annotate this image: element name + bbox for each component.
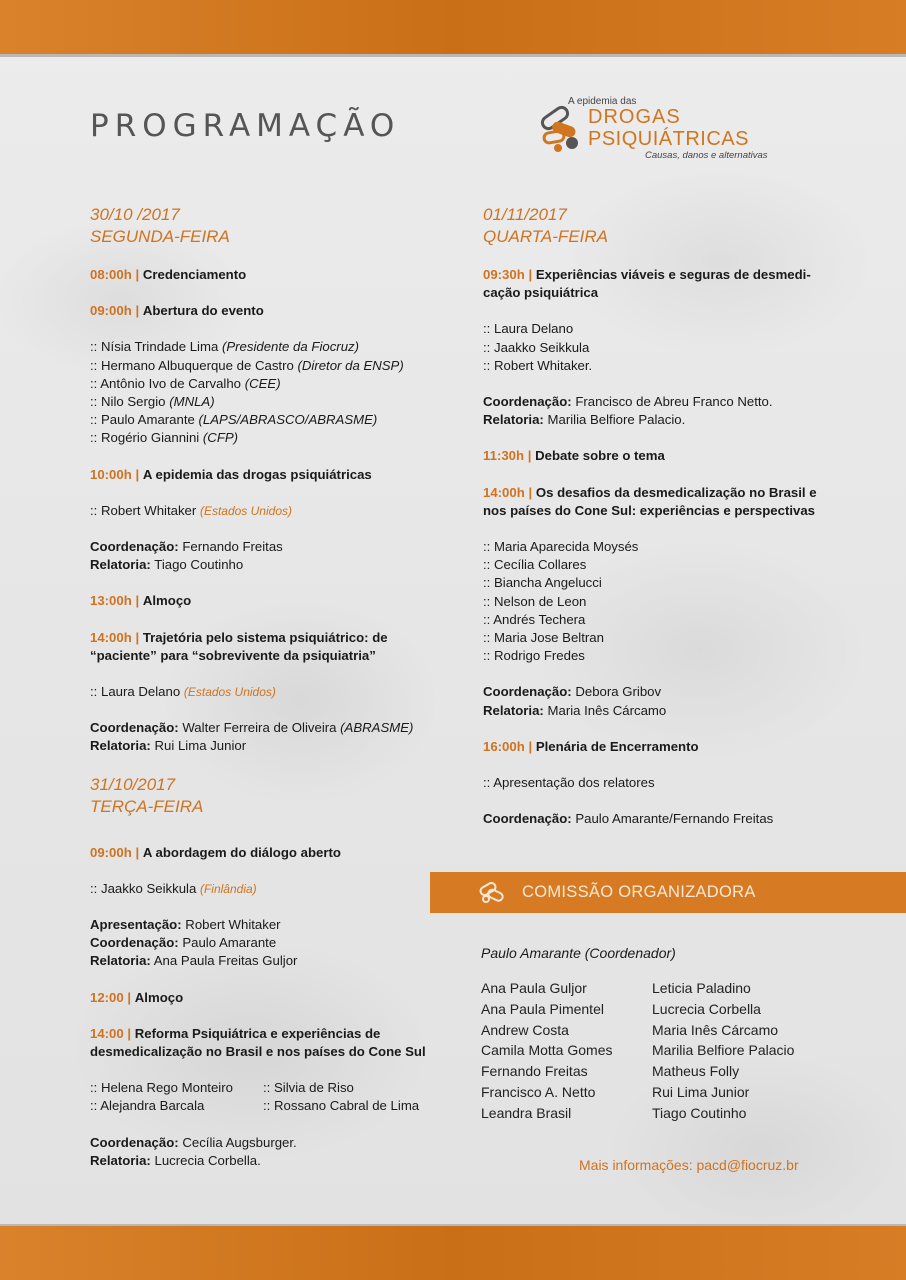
speaker: :: Maria Aparecida Moysés [483,539,639,555]
coordination-line: Coordenação: Francisco de Abreu Franco Netto. [483,394,773,410]
speaker: :: Helena Rego Monteiro [90,1080,233,1096]
member-name: Ana Paula Pimentel [481,1000,604,1017]
logo-subtitle: Causas, danos e alternativas [645,150,768,161]
event-time: 09:00h [90,844,132,860]
speaker: :: Paulo Amarante (LAPS/ABRASCO/ABRASME) [90,412,378,428]
member-name: Fernando Freitas [481,1063,588,1080]
event-time: 12:00 [90,989,124,1005]
event-time: 13:00h [90,593,132,609]
event-item: 09:00h | A abordagem do diálogo aberto [90,844,341,860]
event-title: Credenciamento [142,267,247,282]
speaker: :: Nísia Trindade Lima (Presidente da Fiocruz) [90,339,360,355]
coordination-line: Coordenação: Paulo Amarante [90,935,277,951]
speaker: :: Andrés Techera [483,611,586,627]
member-name: Rui Lima Junior [652,1083,750,1100]
logo-small-text: A epidemia das [568,96,637,107]
reporter-line: Relatoria: Marilia Belfiore Palacio. [483,412,686,428]
event-time: 09:30h [483,267,525,282]
event-title: Almoço [134,989,184,1005]
speaker: :: Rogério Giannini (CFP) [90,430,239,446]
logo-title-line1: DROGAS [588,106,681,128]
coordination-line: Coordenação: Fernando Freitas [90,539,283,555]
event-time: 16:00h [483,738,525,754]
event-title: Experiências viáveis e seguras de desmedi- [535,267,811,282]
event-item: 10:00h | A epidemia das drogas psiquiátricas [90,466,372,482]
committee-members-col2 [652,978,794,1124]
event-title: A abordagem do diálogo aberto [142,844,341,860]
event-title: Plenária de Encerramento [535,738,699,754]
reporter-line: Relatoria: Tiago Coutinho [90,557,244,573]
member-name: Lucrecia Corbella [652,1000,761,1017]
event-time: 14:00h [483,484,525,500]
day-date: 01/11/2017 [483,205,567,224]
event-title-cont: nos países do Cone Sul: experiências e perspectivas [483,502,816,518]
speaker: :: Jaakko Seikkula [483,339,590,355]
event-time: 08:00h [90,267,132,282]
speaker: :: Rodrigo Fredes [483,648,585,664]
member-name: Maria Inês Cárcamo [652,1021,779,1038]
contact-info: Mais informações: pacd@fiocruz.br [579,1157,799,1173]
event-item: 09:00h | Abertura do evento [90,303,264,319]
committee-members-col1 [481,978,612,1124]
speaker: :: Cecília Collares [483,557,587,573]
event-item: 12:00 | Almoço [90,989,184,1005]
coordination-line: Coordenação: Walter Ferreira de Oliveira (ABRASME) [90,720,414,736]
right-column [483,204,823,828]
event-time: 09:00h [90,303,132,319]
coordination-line: Coordenação: Paulo Amarante/Fernando Freitas [483,811,774,827]
speaker: :: Apresentação dos relatores [483,775,655,791]
speaker: :: Biancha Angelucci [483,575,602,591]
day-weekday: QUARTA-FEIRA [483,227,608,246]
speaker: :: Nelson de Leon [483,593,587,609]
speaker: :: Hermano Albuquerque de Castro (Diretor da ENSP) [90,357,404,373]
event-item: 14:00h | Os desafios da desmedicalização no Brasil e nos países do Cone Sul: experiências e perspectivas [483,484,817,518]
reporter-line: Relatoria: Rui Lima Junior [90,738,247,754]
event-title: Reforma Psiquiátrica e experiências de [134,1025,381,1041]
event-title-cont: “paciente” para “sobrevivente da psiquiatria” [90,647,376,663]
event-title: Debate sobre o tema [535,448,665,464]
reporter-line: Relatoria: Maria Inês Cárcamo [483,702,667,718]
event-title-cont: desmedicalização no Brasil e nos países do Cone Sul [90,1044,426,1060]
member-name: Leandra Brasil [481,1104,572,1121]
event-time: 10:00h [90,466,132,482]
member-name: Andrew Costa [481,1021,569,1038]
speaker: :: Jaakko Seikkula (Finlândia) [90,880,257,896]
reporter-line: Relatoria: Lucrecia Corbella. [90,1152,261,1168]
speaker: :: Laura Delano (Estados Unidos) [90,684,276,700]
reporter-line: Relatoria: Ana Paula Freitas Guljor [90,953,298,969]
coordination-line: Coordenação: Debora Gribov [483,684,662,700]
speaker: :: Silvia de Riso [263,1080,354,1096]
event-item: 09:30h | Experiências viáveis e seguras de desmedi- cação psiquiátrica [483,267,811,301]
event-title-cont: cação psiquiátrica [483,285,599,301]
event-title: Almoço [142,593,192,609]
speaker: :: Laura Delano [483,321,574,337]
page-title: PROGRAMAÇÃO [90,108,401,144]
member-name: Tiago Coutinho [652,1104,747,1121]
event-time: 11:30h [483,448,525,464]
event-title: Os desafios da desmedicalização no Brasil e [535,484,817,500]
speaker: :: Alejandra Barcala [90,1098,205,1114]
event-logo [538,96,768,166]
member-name: Francisco A. Netto [481,1083,596,1100]
coordination-line: Coordenação: Cecília Augsburger. [90,1134,297,1150]
speaker: :: Maria Jose Beltran [483,630,604,646]
speaker: :: Rossano Cabral de Lima [263,1098,420,1114]
committee-coordinator: Paulo Amarante (Coordenador) [481,945,676,961]
day-weekday: TERÇA-FEIRA [90,796,204,816]
day-weekday: SEGUNDA-FEIRA [90,227,230,246]
event-time: 14:00 [90,1025,124,1041]
event-title: A epidemia das drogas psiquiátricas [142,466,372,482]
speaker: :: Antônio Ivo de Carvalho (CEE) [90,375,281,391]
event-item: 16:00h | Plenária de Encerramento [483,738,699,754]
speaker-list [90,1079,430,1115]
logo-title-line2: PSIQUIÁTRICAS [588,128,749,150]
member-name: Matheus Folly [652,1063,740,1080]
committee-title: COMISSÃO ORGANIZADORA [522,883,756,901]
pills-icon [478,881,506,905]
event-time: 14:00h [90,629,132,645]
event-title: Abertura do evento [142,303,264,319]
member-name: Marilia Belfiore Palacio [652,1042,795,1059]
presentation-line: Apresentação: Robert Whitaker [90,917,281,933]
speaker: :: Nilo Sergio (MNLA) [90,394,215,410]
event-item: 11:30h | Debate sobre o tema [483,448,665,464]
day-date: 31/10/2017 [90,774,176,794]
event-item: 14:00h | Trajetória pelo sistema psiquiátrico: de “paciente” para “sobrevivente da psiquiatria” [90,629,388,663]
event-title: Trajetória pelo sistema psiquiátrico: de [142,629,388,645]
top-orange-band [0,0,906,57]
committee-header [430,872,906,913]
member-name: Camila Motta Gomes [481,1042,613,1059]
speaker: :: Robert Whitaker. [483,357,593,373]
bottom-orange-band [0,1224,906,1280]
member-name: Leticia Paladino [652,980,751,996]
member-name: Ana Paula Guljor [481,980,587,996]
event-item: 08:00h | Credenciamento [90,267,247,282]
day-date: 30/10 /2017 [90,205,180,224]
speaker: :: Robert Whitaker (Estados Unidos) [90,502,292,518]
event-item: 14:00 | Reforma Psiquiátrica e experiências de desmedicalização no Brasil e nos países do Cone Sul [90,1025,426,1060]
left-column [90,204,430,1170]
event-item: 13:00h | Almoço [90,593,192,609]
